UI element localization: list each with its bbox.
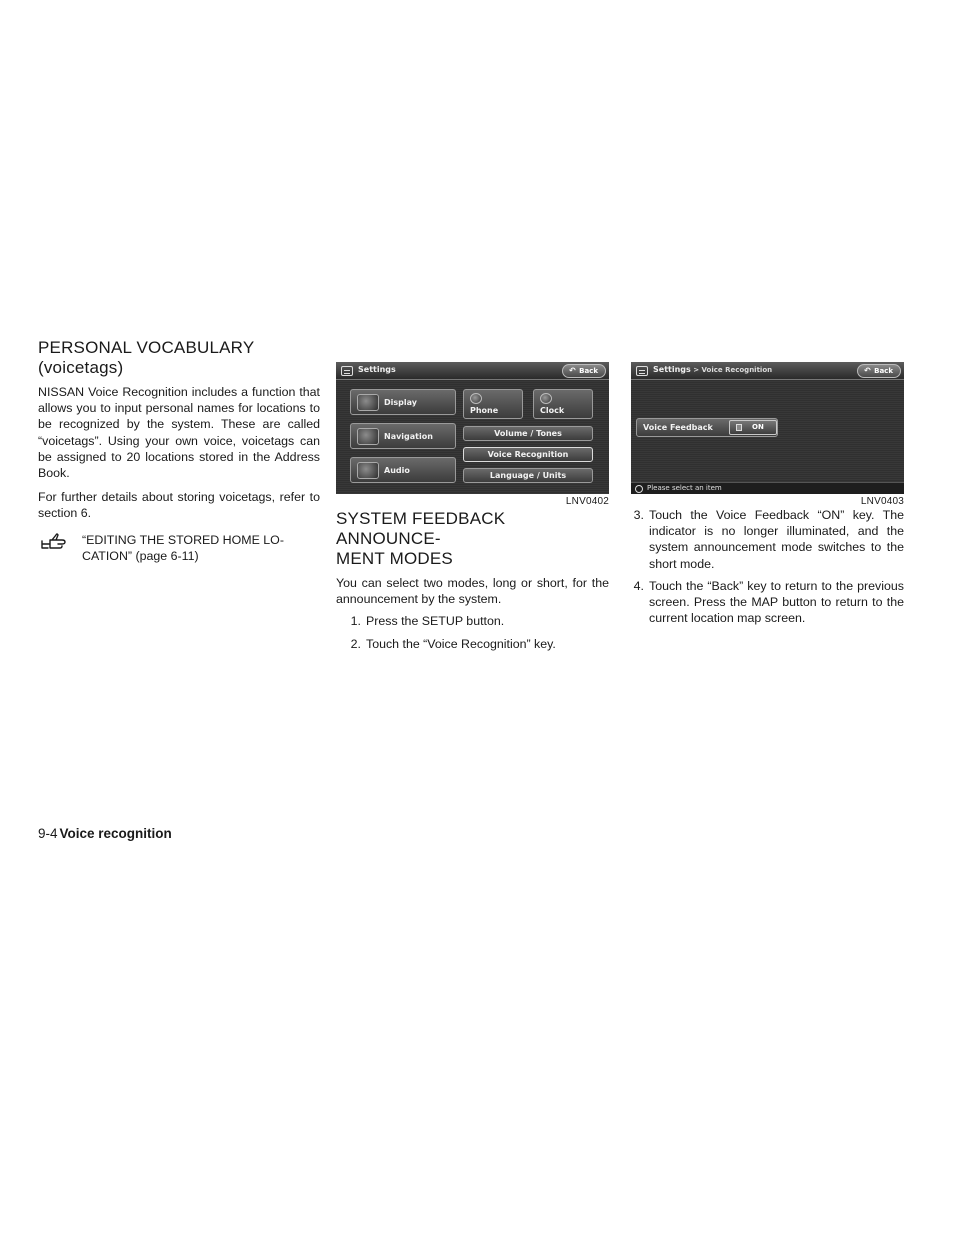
back-button[interactable] (857, 364, 901, 378)
page-footer (38, 826, 172, 841)
navigation-icon (357, 428, 379, 445)
voice-recognition-screenshot (631, 362, 904, 494)
phone-label: Phone (470, 406, 499, 415)
status-footer (631, 482, 904, 494)
step-text: Touch the “Voice Recognition” key. (366, 636, 556, 651)
title-line-2: MENT MODES (336, 549, 453, 568)
indicator-light-icon (736, 424, 742, 431)
step-number: 2. (350, 636, 361, 651)
steps-list-1 (336, 613, 609, 651)
audio-button[interactable] (350, 457, 456, 483)
clock-label: Clock (540, 406, 565, 415)
menu-icon (636, 366, 648, 376)
settings-title-bar (336, 362, 609, 380)
step-text: Touch the Voice Feedback “ON” key. The indicator is no longer illuminated, and the system announcement mode switches to the short mode. (649, 508, 904, 571)
column-steps-continued (631, 338, 904, 632)
paragraph-voicetags-refer: For further details about storing voicetags, refer to section 6. (38, 490, 320, 521)
paragraph-modes-intro: You can select two modes, long or short, for the announcement by the system. (336, 576, 609, 607)
settings-title: Settings (653, 365, 691, 374)
navigation-button[interactable] (350, 423, 456, 449)
back-label: Back (874, 367, 893, 375)
clock-button[interactable] (533, 389, 593, 419)
step-number: 3. (633, 508, 644, 522)
step-1 (336, 613, 609, 629)
step-3 (631, 507, 904, 572)
back-label: Back (579, 367, 598, 375)
cross-reference (38, 532, 320, 564)
audio-icon (357, 462, 379, 479)
audio-label: Audio (384, 466, 410, 475)
figure-voice-recognition-screen (631, 362, 904, 507)
chapter-title: Voice recognition (59, 826, 172, 841)
step-number: 1. (350, 614, 361, 629)
pointing-hand-icon (38, 532, 82, 564)
volume-tones-button[interactable]: Volume / Tones (463, 426, 593, 441)
phone-icon (470, 393, 482, 404)
display-button[interactable] (350, 389, 456, 415)
back-arrow-icon: ↶ (569, 366, 576, 375)
reference-text: “EDITING THE STORED HOME LOCATION” (page 6-11) (82, 532, 284, 563)
figure-settings-screen (336, 362, 609, 507)
voice-screen-title (653, 365, 772, 374)
back-button[interactable] (562, 364, 606, 378)
navigation-label: Navigation (384, 432, 433, 441)
step-number: 4. (633, 578, 644, 593)
section-title-personal-vocabulary (38, 338, 320, 378)
step-4 (631, 578, 904, 627)
clock-icon (540, 393, 552, 404)
voice-recognition-button[interactable]: Voice Recognition (463, 447, 593, 462)
phone-button[interactable] (463, 389, 523, 419)
voice-feedback-label: Voice Feedback (643, 423, 713, 432)
step-text: Press the SETUP button. (366, 614, 505, 629)
menu-icon (341, 366, 353, 376)
voice-feedback-row (636, 418, 778, 437)
steps-list-2 (631, 507, 904, 626)
section-title-system-feedback (336, 509, 609, 569)
display-label: Display (384, 398, 417, 407)
voice-title-bar (631, 362, 904, 380)
language-units-button[interactable]: Language / Units (463, 468, 593, 483)
column-system-feedback (336, 338, 609, 658)
on-label: ON (752, 423, 764, 431)
title-line-2: (voicetags) (38, 358, 124, 377)
title-line-1: PERSONAL VOCABULARY (38, 338, 255, 357)
paragraph-voicetags-intro: NISSAN Voice Recognition includes a function that allows you to input personal names for locations to be recognized by the system. These are called “voicetags”. Using your own voice, voicetags can be assigned to 20 locations stored in the Address Book. (38, 385, 320, 481)
settings-screenshot (336, 362, 609, 494)
figure-caption-lnv0402: LNV0402 (565, 496, 609, 507)
page-number: 9-4 (38, 826, 58, 841)
voice-feedback-on-key[interactable] (729, 420, 777, 435)
back-arrow-icon: ↶ (864, 366, 871, 375)
step-2 (336, 636, 609, 652)
display-icon (357, 394, 379, 411)
breadcrumb-voice-recognition: > Voice Recognition (690, 366, 773, 374)
title-line-1: SYSTEM FEEDBACK ANNOUNCE- (336, 509, 506, 548)
settings-screen-title: Settings (358, 365, 396, 374)
column-personal-vocabulary (38, 338, 320, 564)
status-text: Please select an item (647, 484, 722, 492)
step-text: Touch the “Back” key to return to the previous screen. Press the MAP button to return to the current location map screen. (649, 578, 904, 626)
info-icon (635, 485, 643, 493)
figure-caption-lnv0403: LNV0403 (860, 496, 904, 507)
